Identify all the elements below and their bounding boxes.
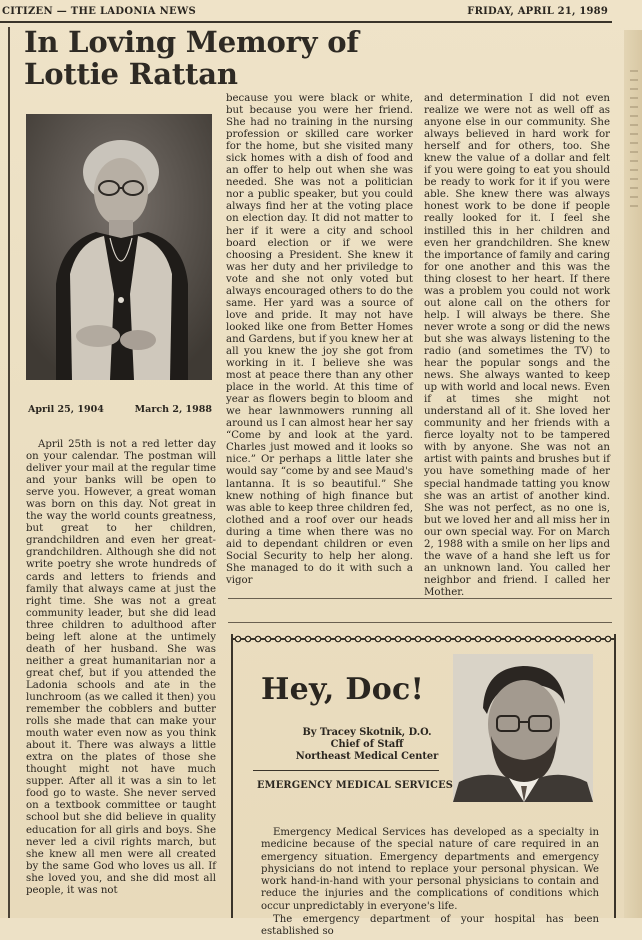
- column-paragraph-1: Emergency Medical Services has developed as a specialty in medicine because of the special nature of care required in an emergency situation. Emergency departments and emergency physicians do not intend to replace your personal physican. We work hand-in-hand with your personal physicians to contain and reduce the injuries and the complications of conditions which occur unpredictably in everyone's life.: [261, 827, 599, 912]
- birth-date: April 25, 1904: [28, 404, 104, 415]
- page-edge: [624, 30, 642, 918]
- hey-doc-column: [231, 634, 616, 938]
- masthead-date: FRIDAY, APRIL 21, 1989: [467, 6, 608, 17]
- section-heading: EMERGENCY MEDICAL SERVICES: [257, 780, 454, 791]
- obituary-column-3: [424, 93, 610, 599]
- masthead-rule: [0, 21, 612, 23]
- life-dates: [28, 404, 212, 418]
- masthead-section: CITIZEN — THE LADONIA NEWS: [2, 6, 197, 17]
- obituary-column-1: [26, 439, 216, 897]
- portrait-photo: [26, 114, 212, 380]
- byline-org: Northeast Medical Center: [295, 751, 439, 762]
- section-rule-lower: [228, 622, 612, 623]
- portrait-photo-image: [26, 114, 212, 380]
- obituary-column-2: [226, 93, 413, 587]
- obituary-text-3: and determination I did not even realize we were not as well off as anyone else in our community. She always believed in hard work for herself and for others, too. She knew the value of a dollar and felt if you were going to eat you should be ready to work for it if you were able. She knew there was always honest work to be done if people really looked for it. I feel she instilled this in her children and even her grandchildren. She knew the importance of family and caring for one another and this was the thing closest to her heart. If there was a problem you could not work out alone call on the others for help. I will always be there. She never wrote a song or did the news but she was always listening to the radio (and sometimes the TV) to hear the popular songs and the news. She always wanted to keep up with world and local news. Even if at times she might not understand all of it. She loved her community and her friends with a fierce loyalty not to be tampered with by anyone. She was not an artist with paints and brushes but if you have something made of her special handmade tatting you know she was an artist of another kind. She was not perfect, as no one is, but we loved her and all miss her in our own special way. For on March 2, 1988 with a smile on her lips and the wave of a hand she left us for an unknown land. You called her neighbor and friend. I called her Mother.: [424, 93, 610, 598]
- column-title: Hey, Doc!: [261, 672, 425, 707]
- death-date: March 2, 1988: [134, 404, 212, 415]
- obituary-text-2: because you were black or white, but because you were her friend. She had no training in the nursing profession or skilled care worker for the home, but she visited many sick homes with a dish of food and an offer to help out when she was needed. She was not a politician nor a public speaker, but you could always find her at the voting place on election day. It did not matter to her if it were a city and school board election or if we were choosing a President. She knew it was her duty and her priviledge to vote and she not only voted but always encouraged others to do the same. Her yard was a source of love and pride. It may not have looked like one from Better Homes and Gardens, but if you knew her at all you knew the joy she got from working in it. I believe she was most at peace there than any other place in the world. At this time of year as flowers begin to bloom and we hear lawnmowers running all around us I can almost hear her say “Come by and look at the yard. Charles just mowed and it looks so nice.” Or perhaps a little later she would say “come by and see Maud's lantanna. It is so beautiful.” She knew nothing of high finance but was able to keep three children fed, clothed and a roof over our heads during a time when there was no aid to dependant children or even Social Security to help her along. She managed to do it with such a vigor: [226, 93, 413, 586]
- byline-name: By Tracey Skotnik, D.O.: [302, 727, 432, 738]
- column-paragraph-2: The emergency department of your hospital has been established so: [261, 914, 599, 938]
- obituary-headline: [24, 26, 364, 90]
- chain-border: [233, 634, 614, 644]
- doctor-photo-image: [453, 654, 593, 802]
- obituary-text-1: April 25th is not a red letter day on your calendar. The postman will deliver your mail at the regular time and your banks will be open to serve you. However, a great woman was born on this day. Not great in the way the world counts greatness, but great to her children, grandchildren and even her great-grandchildren. Although she did not write poetry she wrote hundreds of cards and letters to friends and family that always came at just the right time. She was not a great community leader, but she did lead three children to adulthood after being left alone at the untimely death of her husband. She was neither a great humanitarian nor a great chef, but if you attended the Ladonia schools and ate in the lunchroom (as we called it then) you remember the cobblers and butter rolls she made that can make your mouth water even now as you think about it. There was always a little extra on the plates of those she thought might not have much supper. After all it was a sin to let food go to waste. She never served on a textbook committee or taught school but she did believe in quality education for all girls and boys. She never led a civil rights march, but she knew all men were all created by the same God who loves us all. If she loved you, and she did most all people, it was not: [26, 439, 216, 896]
- binding-marks: [630, 70, 638, 210]
- byline: [277, 727, 457, 763]
- headline-line-1: In Loving Memory of: [24, 25, 359, 59]
- section-rule-upper: [228, 598, 612, 599]
- masthead: [0, 6, 642, 22]
- byline-title: Chief of Staff: [330, 739, 404, 750]
- column-body: [261, 827, 599, 940]
- doctor-photo: [453, 654, 593, 802]
- byline-rule: [253, 770, 439, 771]
- left-column-rule: [8, 27, 10, 918]
- headline-line-2: Lottie Rattan: [24, 57, 238, 91]
